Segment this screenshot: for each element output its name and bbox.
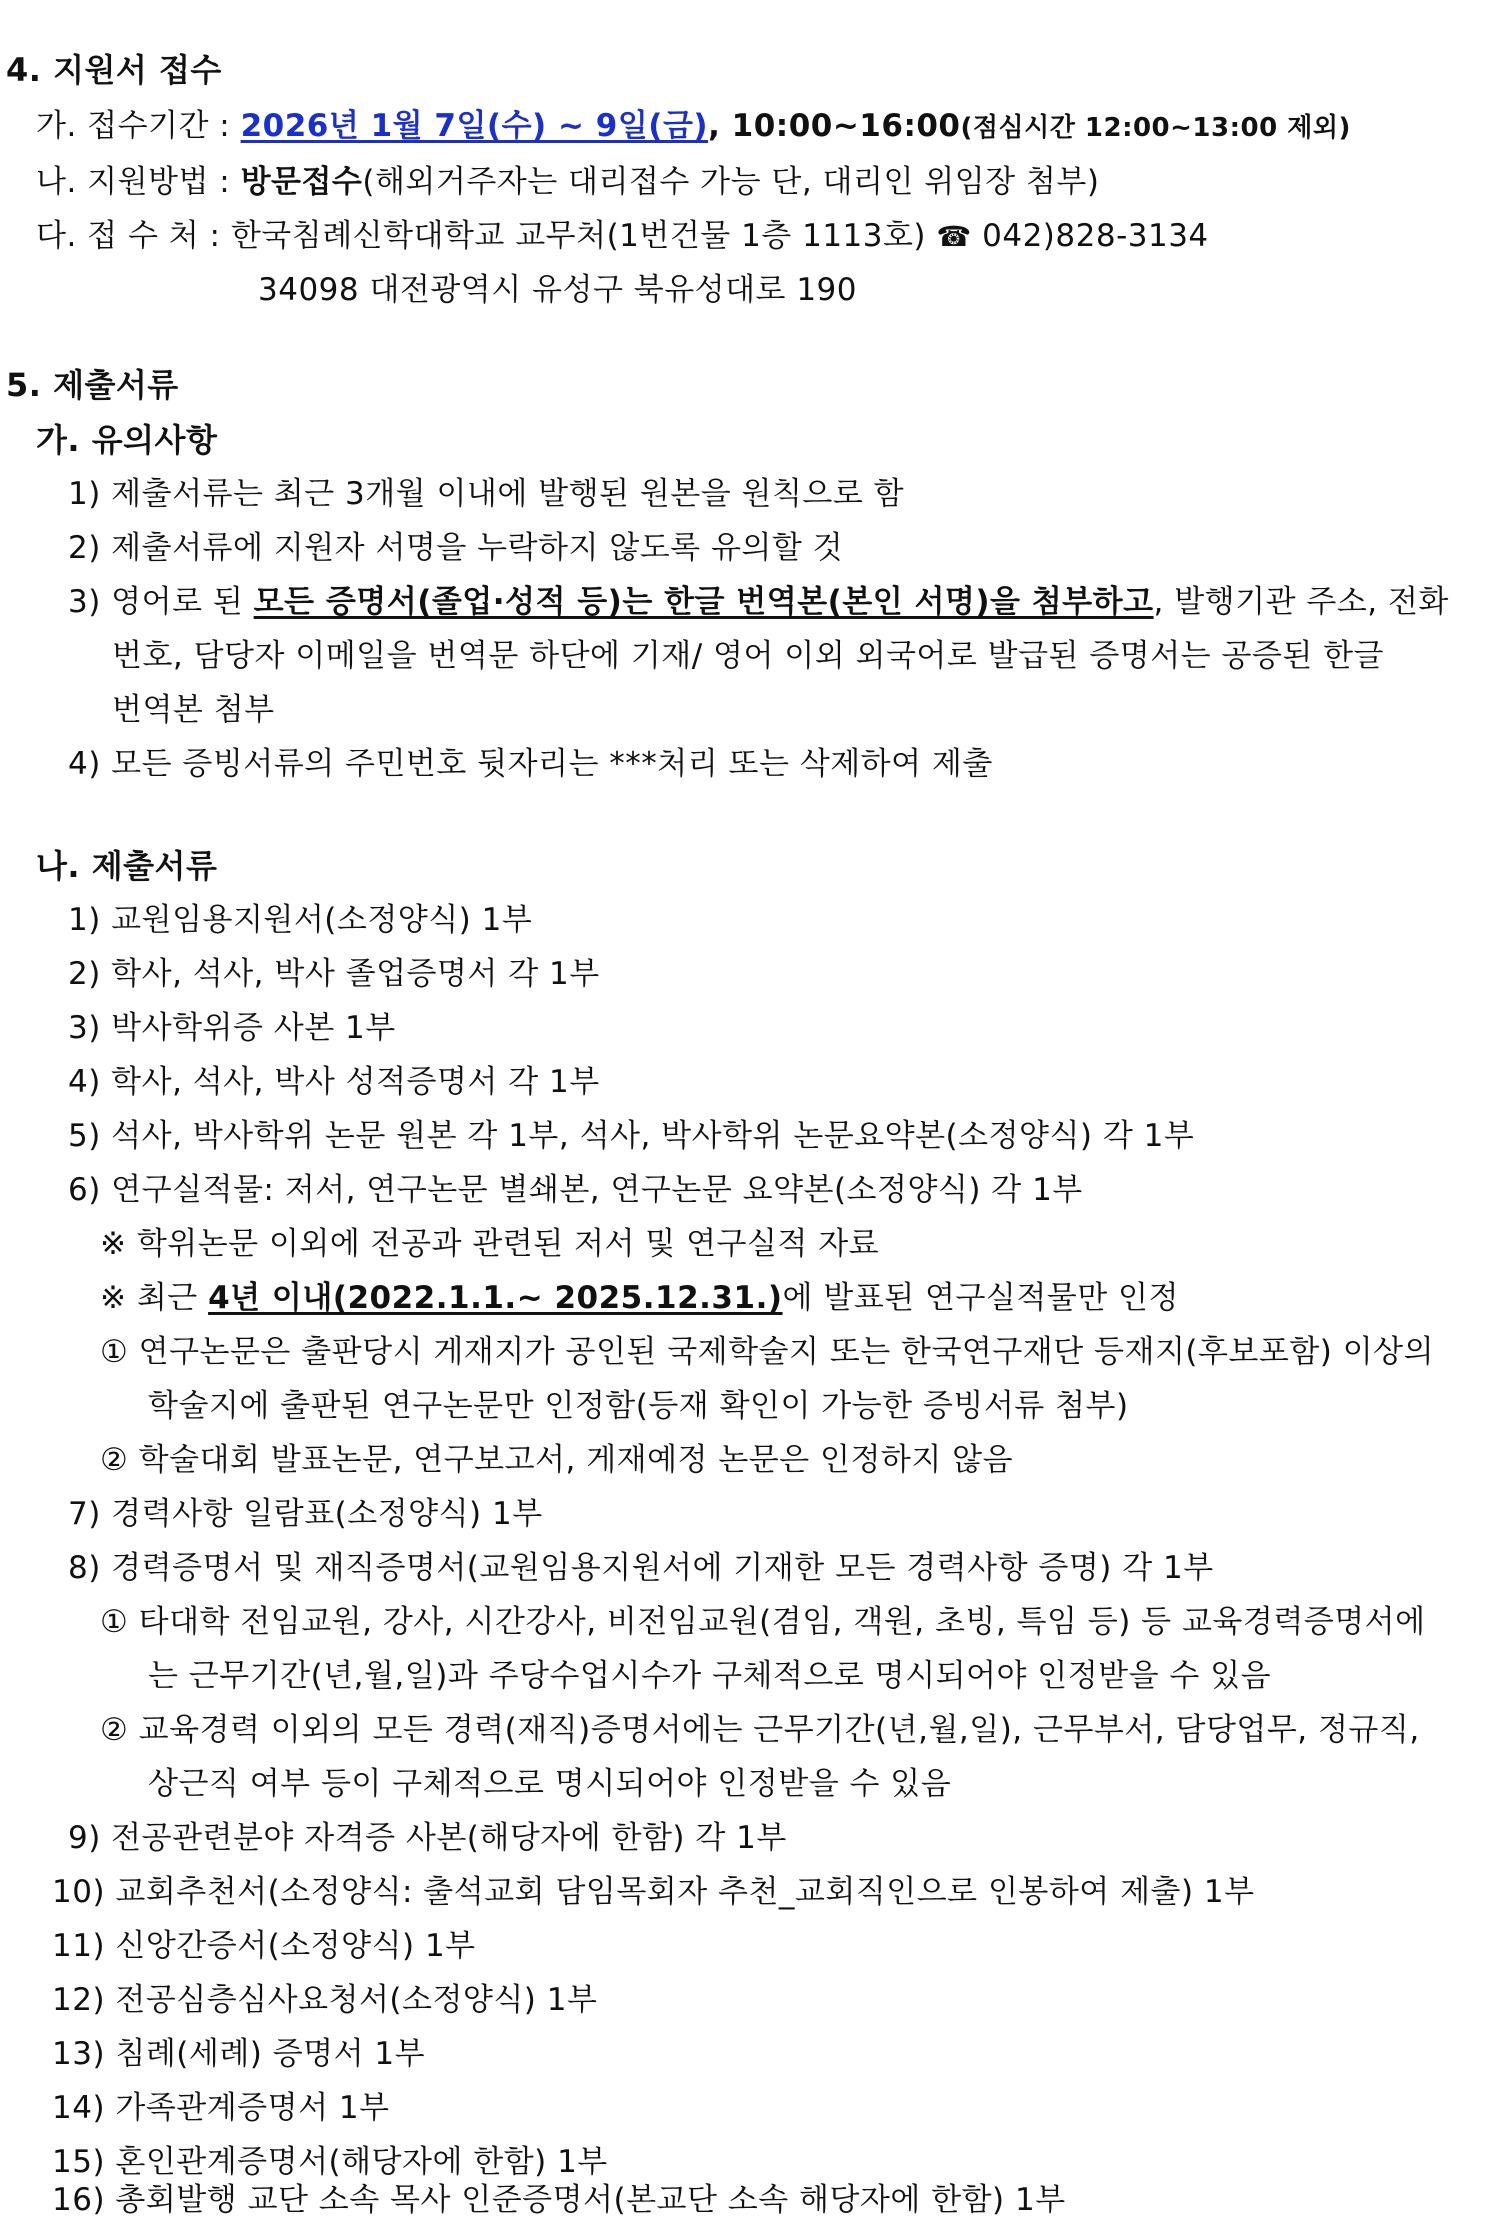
office-phone: 042)828-3134	[982, 218, 1209, 254]
note-2: 2) 제출서류에 지원자 서명을 누락하지 않도록 유의할 것	[68, 530, 844, 566]
period-lunch: (점심시간 12:00~13:00 제외)	[960, 113, 1351, 143]
doc-8: 8) 경력증명서 및 재직증명서(교원임용지원서에 기재한 모든 경력사항 증명) 각 1부	[68, 1550, 1214, 1586]
doc-8-criterion-1: ① 타대학 전임교원, 강사, 시간강사, 비전임교원(겸임, 객원, 초빙, 특임 등) 등 교육경력증명서에	[100, 1604, 1426, 1640]
note-3-suffix: , 발행기관 주소, 전화	[1153, 584, 1449, 620]
method-note: (해외거주자는 대리접수 가능 단, 대리인 위임장 첨부)	[362, 164, 1100, 200]
doc-4: 4) 학사, 석사, 박사 성적증명서 각 1부	[68, 1064, 600, 1100]
doc-10: 10) 교회추천서(소정양식: 출석교회 담임목회자 추천_교회직인으로 인봉하여 제출) 1부	[52, 1874, 1255, 1910]
application-period	[36, 106, 1351, 148]
doc-6-criterion-2: ② 학술대회 발표논문, 연구보고서, 게재예정 논문은 인정하지 않음	[100, 1442, 1014, 1478]
doc-12: 12) 전공심층심사요청서(소정양식) 1부	[52, 1982, 598, 2018]
doc-16: 16) 총회발행 교단 소속 목사 인준증명서(본교단 소속 해당자에 한함) 1부	[52, 2182, 1066, 2218]
office-label: 다. 접 수 처 :	[36, 218, 231, 254]
docs-title: 나. 제출서류	[36, 847, 218, 885]
doc-3: 3) 박사학위증 사본 1부	[68, 1010, 396, 1046]
notes-title: 가. 유의사항	[36, 421, 218, 459]
note-4: 4) 모든 증빙서류의 주민번호 뒷자리는 ***처리 또는 삭제하여 제출	[68, 746, 993, 782]
office-text: 한국침례신학대학교 교무처(1번건물 1층 1113호)	[230, 218, 927, 254]
section-5-title: 5. 제출서류	[6, 366, 179, 404]
doc-6-note-2	[100, 1278, 1179, 1318]
doc-11: 11) 신앙간증서(소정양식) 1부	[52, 1928, 476, 1964]
doc-8-criterion-1-line-2: 는 근무기간(년,월,일)과 주당수업시수가 구체적으로 명시되어야 인정받을 수 있음	[148, 1658, 1272, 1694]
note-3	[68, 582, 1449, 622]
office-address: 34098 대전광역시 유성구 북유성대로 190	[258, 272, 857, 308]
doc-6: 6) 연구실적물: 저서, 연구논문 별쇄본, 연구논문 요약본(소정양식) 각 1부	[68, 1172, 1083, 1208]
doc-8-criterion-2-line-2: 상근직 여부 등이 구체적으로 명시되어야 인정받을 수 있음	[148, 1766, 952, 1802]
doc-6-note-2-prefix: ※ 최근	[100, 1280, 209, 1316]
method-label: 나. 지원방법 :	[36, 164, 241, 200]
method-bold: 방문접수	[240, 164, 363, 200]
doc-2: 2) 학사, 석사, 박사 졸업증명서 각 1부	[68, 956, 600, 992]
doc-13: 13) 침례(세례) 증명서 1부	[52, 2036, 426, 2072]
note-1: 1) 제출서류는 최근 3개월 이내에 발행된 원본을 원칙으로 함	[68, 476, 905, 512]
doc-6-note-2-period: 4년 이내(2022.1.1.~ 2025.12.31.)	[208, 1280, 783, 1316]
application-office	[36, 216, 1209, 257]
doc-7: 7) 경력사항 일람표(소정양식) 1부	[68, 1496, 543, 1532]
doc-8-criterion-2: ② 교육경력 이외의 모든 경력(재직)증명서에는 근무기간(년,월,일), 근무부서, 담당업무, 정규직,	[100, 1712, 1420, 1748]
note-3-line-3: 번역본 첨부	[112, 692, 275, 728]
note-3-prefix: 3) 영어로 된	[68, 584, 254, 620]
doc-5: 5) 석사, 박사학위 논문 원본 각 1부, 석사, 박사학위 논문요약본(소정양식) 각 1부	[68, 1118, 1195, 1154]
note-3-emphasis: 모든 증명서(졸업·성적 등)는 한글 번역본(본인 서명)을 첨부하고	[253, 584, 1154, 620]
doc-9: 9) 전공관련분야 자격증 사본(해당자에 한함) 각 1부	[68, 1820, 787, 1856]
doc-6-criterion-1-line-2: 학술지에 출판된 연구논문만 인정함(등재 확인이 가능한 증빙서류 첨부)	[148, 1388, 1129, 1424]
period-time: 10:00~16:00	[720, 108, 961, 144]
section-4-title: 4. 지원서 접수	[6, 51, 222, 89]
doc-14: 14) 가족관계증명서 1부	[52, 2090, 390, 2126]
doc-1: 1) 교원임용지원서(소정양식) 1부	[68, 902, 533, 938]
doc-6-criterion-1: ① 연구논문은 출판당시 게재지가 공인된 국제학술지 또는 한국연구재단 등재지(후보포함) 이상의	[100, 1334, 1435, 1370]
note-3-line-2: 번호, 담당자 이메일을 번역문 하단에 기재/ 영어 이외 외국어로 발급된 증명서는 공증된 한글	[112, 638, 1385, 674]
application-method	[36, 162, 1099, 202]
doc-6-note-2-suffix: 에 발표된 연구실적물만 인정	[782, 1280, 1179, 1316]
period-comma: ,	[708, 108, 721, 144]
telephone-icon: ☎	[936, 220, 972, 253]
doc-6-note-1: ※ 학위논문 이외에 전공과 관련된 저서 및 연구실적 자료	[100, 1226, 880, 1262]
period-label: 가. 접수기간 :	[36, 108, 241, 144]
period-date: 2026년 1월 7일(수) ~ 9일(금)	[240, 108, 709, 144]
doc-15: 15) 혼인관계증명서(해당자에 한함) 1부	[52, 2144, 608, 2180]
